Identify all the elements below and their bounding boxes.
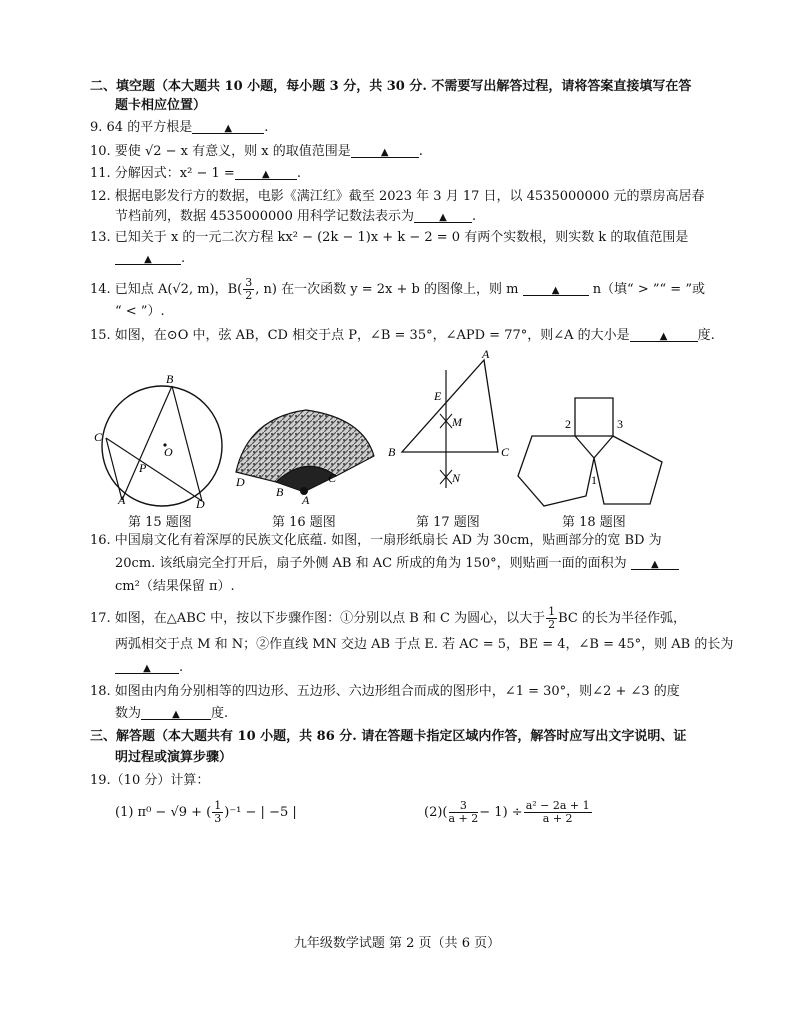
answer-mark: ▲ — [380, 147, 389, 158]
answer-blank — [414, 208, 472, 223]
hexagon — [518, 436, 594, 506]
fraction: $\frac{\text{a² − 2a + 1}}{a + 2}$ — [525, 799, 590, 825]
answer-blank — [630, 327, 698, 342]
label-D: D — [236, 475, 245, 489]
figure-16-fan-diagram — [228, 408, 378, 504]
label-M: M — [452, 415, 462, 429]
answer-mark: ▲ — [144, 254, 152, 265]
question-16-cont — [115, 555, 679, 573]
answer-blank — [235, 165, 297, 180]
q14-text-3: n（填“ > ”“ = ”或 — [592, 282, 705, 297]
label-P: P — [139, 461, 147, 475]
q17-text-2: BC 的长为半径作弧， — [558, 611, 686, 626]
section3-heading-cont: 明过程或演算步骤） — [115, 750, 233, 765]
question-16: 16. 中国扇文化有着深厚的民族文化底蕴. 如图，一扇形纸扇长 AD 为 30cm，贴画部分的宽 BD 为 — [90, 533, 662, 548]
answer-blank — [141, 705, 211, 720]
label-B: B — [388, 445, 396, 459]
q19-p1-text: (1) π⁰ − √9 + ( — [115, 805, 212, 820]
answer-mark: ▲ — [650, 559, 659, 570]
fraction: $\frac{1}{3}$ — [214, 799, 222, 825]
q18-text: 数为 — [115, 706, 142, 721]
answer-mark: ▲ — [659, 331, 668, 342]
label-angle-1: 1 — [591, 473, 597, 487]
question-11 — [90, 165, 301, 183]
q15-text: 15. 如图，在⊙O 中，弦 AB，CD 相交于点 P，∠B = 35°，∠APD = 77°，则∠A 的大小是 — [90, 328, 630, 343]
question-17-answer — [115, 659, 183, 677]
q18-end: 度. — [211, 706, 229, 721]
q9-end: . — [264, 120, 269, 135]
figure-18-polygon-diagram — [512, 392, 677, 512]
q13-end: . — [181, 251, 186, 266]
figure-16-caption: 第 16 题图 — [272, 515, 336, 530]
label-D: D — [196, 497, 205, 511]
question-9 — [90, 119, 268, 137]
answer-blank — [523, 281, 589, 296]
question-13-cont — [115, 250, 185, 268]
figure-17-caption: 第 17 题图 — [416, 515, 480, 530]
answer-blank — [115, 659, 179, 674]
q14-text: 14. 已知点 A(√2, m)，B( — [90, 282, 243, 297]
question-13: 13. 已知关于 x 的一元二次方程 kx² − (2k − 1)x + k − 2 = 0 有两个实数根，则实数 k 的取值范围是 — [90, 230, 689, 245]
figure-17-triangle-diagram — [380, 348, 520, 498]
triangle-ABC — [402, 360, 498, 452]
label-A: A — [482, 348, 490, 361]
answer-mark: ▲ — [439, 212, 447, 223]
q9-text: 9. 64 的平方根是 — [90, 120, 193, 135]
label-B: B — [276, 485, 284, 499]
q15-end: 度. — [697, 328, 715, 343]
question-14-cont: “ < ”）. — [115, 304, 165, 319]
question-10 — [90, 143, 423, 161]
question-16-unit: cm²（结果保留 π）. — [115, 579, 235, 594]
label-C: C — [94, 430, 103, 444]
q12-end: . — [471, 209, 477, 224]
q14-text-2: , n) 在一次函数 y = 2x + b 的图像上，则 m — [255, 282, 519, 297]
answer-blank — [631, 555, 679, 570]
answer-mark: ▲ — [172, 709, 180, 720]
label-C: C — [501, 445, 510, 459]
question-19-title: 19.（10 分）计算： — [90, 773, 210, 788]
q16-text: 20cm. 该纸扇完全打开后，扇子外侧 AB 和 AC 所成的角为 150°，则贴画一面的面积为 — [115, 556, 627, 571]
q12-text: 节档前列，数据 4535000000 用科学记数法表示为 — [115, 209, 414, 224]
answer-mark: ▲ — [551, 285, 560, 296]
answer-mark: ▲ — [261, 169, 270, 180]
question-17-cont: 两弧相交于点 M 和 N；②作直线 MN 交边 AB 于点 E. 若 AC = 5，BE = 4，∠B = 45°，则 AB 的长为 — [115, 637, 734, 652]
q19-p1-text-2: )⁻¹ − | −5 | — [224, 805, 297, 820]
section2-heading: 二、填空题（本大题共 10 小题，每小题 3 分，共 30 分. 不需要写出解答过程，请将答案直接填写在答 — [90, 79, 692, 94]
q10-text: 10. 要使 √2 − x 有意义，则 x 的取值范围是 — [90, 144, 351, 159]
label-angle-2: 2 — [565, 417, 571, 431]
section3-heading: 三、解答题（本大题共有 10 小题，共 86 分. 请在答题卡指定区域内作答，解答时应写出文字说明、证 — [90, 729, 687, 744]
page-footer: 九年级数学试题 第 2 页（共 6 页） — [293, 936, 501, 951]
label-N: N — [452, 471, 461, 485]
label-B: B — [166, 372, 174, 386]
q19-p2-text-2: − 1) ÷ — [479, 805, 523, 820]
q10-end: . — [418, 144, 423, 159]
label-A: A — [302, 493, 310, 504]
answer-blank — [192, 119, 264, 134]
question-18: 18. 如图由内角分别相等的四边形、五边形、六边形组合而成的图形中，∠1 = 30°，则∠2 + ∠3 的度 — [90, 684, 680, 699]
fraction: $\frac{3}{a + 2}$ — [448, 799, 479, 825]
label-angle-3: 3 — [617, 417, 623, 431]
label-A: A — [118, 493, 126, 507]
pentagon — [594, 436, 662, 504]
answer-blank — [351, 143, 419, 158]
circle-O — [102, 386, 222, 506]
question-14 — [90, 277, 705, 302]
label-C: C — [328, 471, 337, 485]
question-17 — [90, 606, 686, 631]
q11-end: . — [296, 166, 301, 181]
figure-18-caption: 第 18 题图 — [562, 515, 626, 530]
question-18-cont — [115, 705, 228, 723]
question-15 — [90, 327, 715, 345]
square — [575, 398, 613, 436]
figure-15-caption: 第 15 题图 — [128, 515, 192, 530]
question-19-part2 — [424, 800, 593, 825]
q17-text: 17. 如图，在△ABC 中，按以下步骤作图：①分别以点 B 和 C 为圆心，以大于 — [90, 611, 546, 626]
label-O: O — [164, 445, 173, 459]
q19-p2-text: (2)( — [424, 805, 448, 820]
answer-mark: ▲ — [143, 663, 151, 674]
answer-blank — [115, 250, 181, 265]
label-E: E — [434, 389, 442, 403]
q11-text: 11. 分解因式：x² − 1 = — [90, 166, 235, 181]
fraction: $\frac{1}{2}$ — [548, 605, 556, 631]
question-12-cont — [115, 208, 476, 226]
question-19-part1 — [115, 800, 297, 825]
figure-15-circle-diagram — [92, 368, 232, 516]
question-12: 12. 根据电影发行方的数据，电影《满江红》截至 2023 年 3 月 17 日，以 4535000000 元的票房高居春 — [90, 189, 705, 204]
answer-mark: ▲ — [224, 123, 233, 134]
q17-end: . — [179, 660, 184, 675]
chord-AB — [122, 386, 172, 500]
section2-heading-cont: 题卡相应位置） — [115, 98, 207, 113]
fraction: $\frac{3}{2}$ — [245, 276, 253, 302]
